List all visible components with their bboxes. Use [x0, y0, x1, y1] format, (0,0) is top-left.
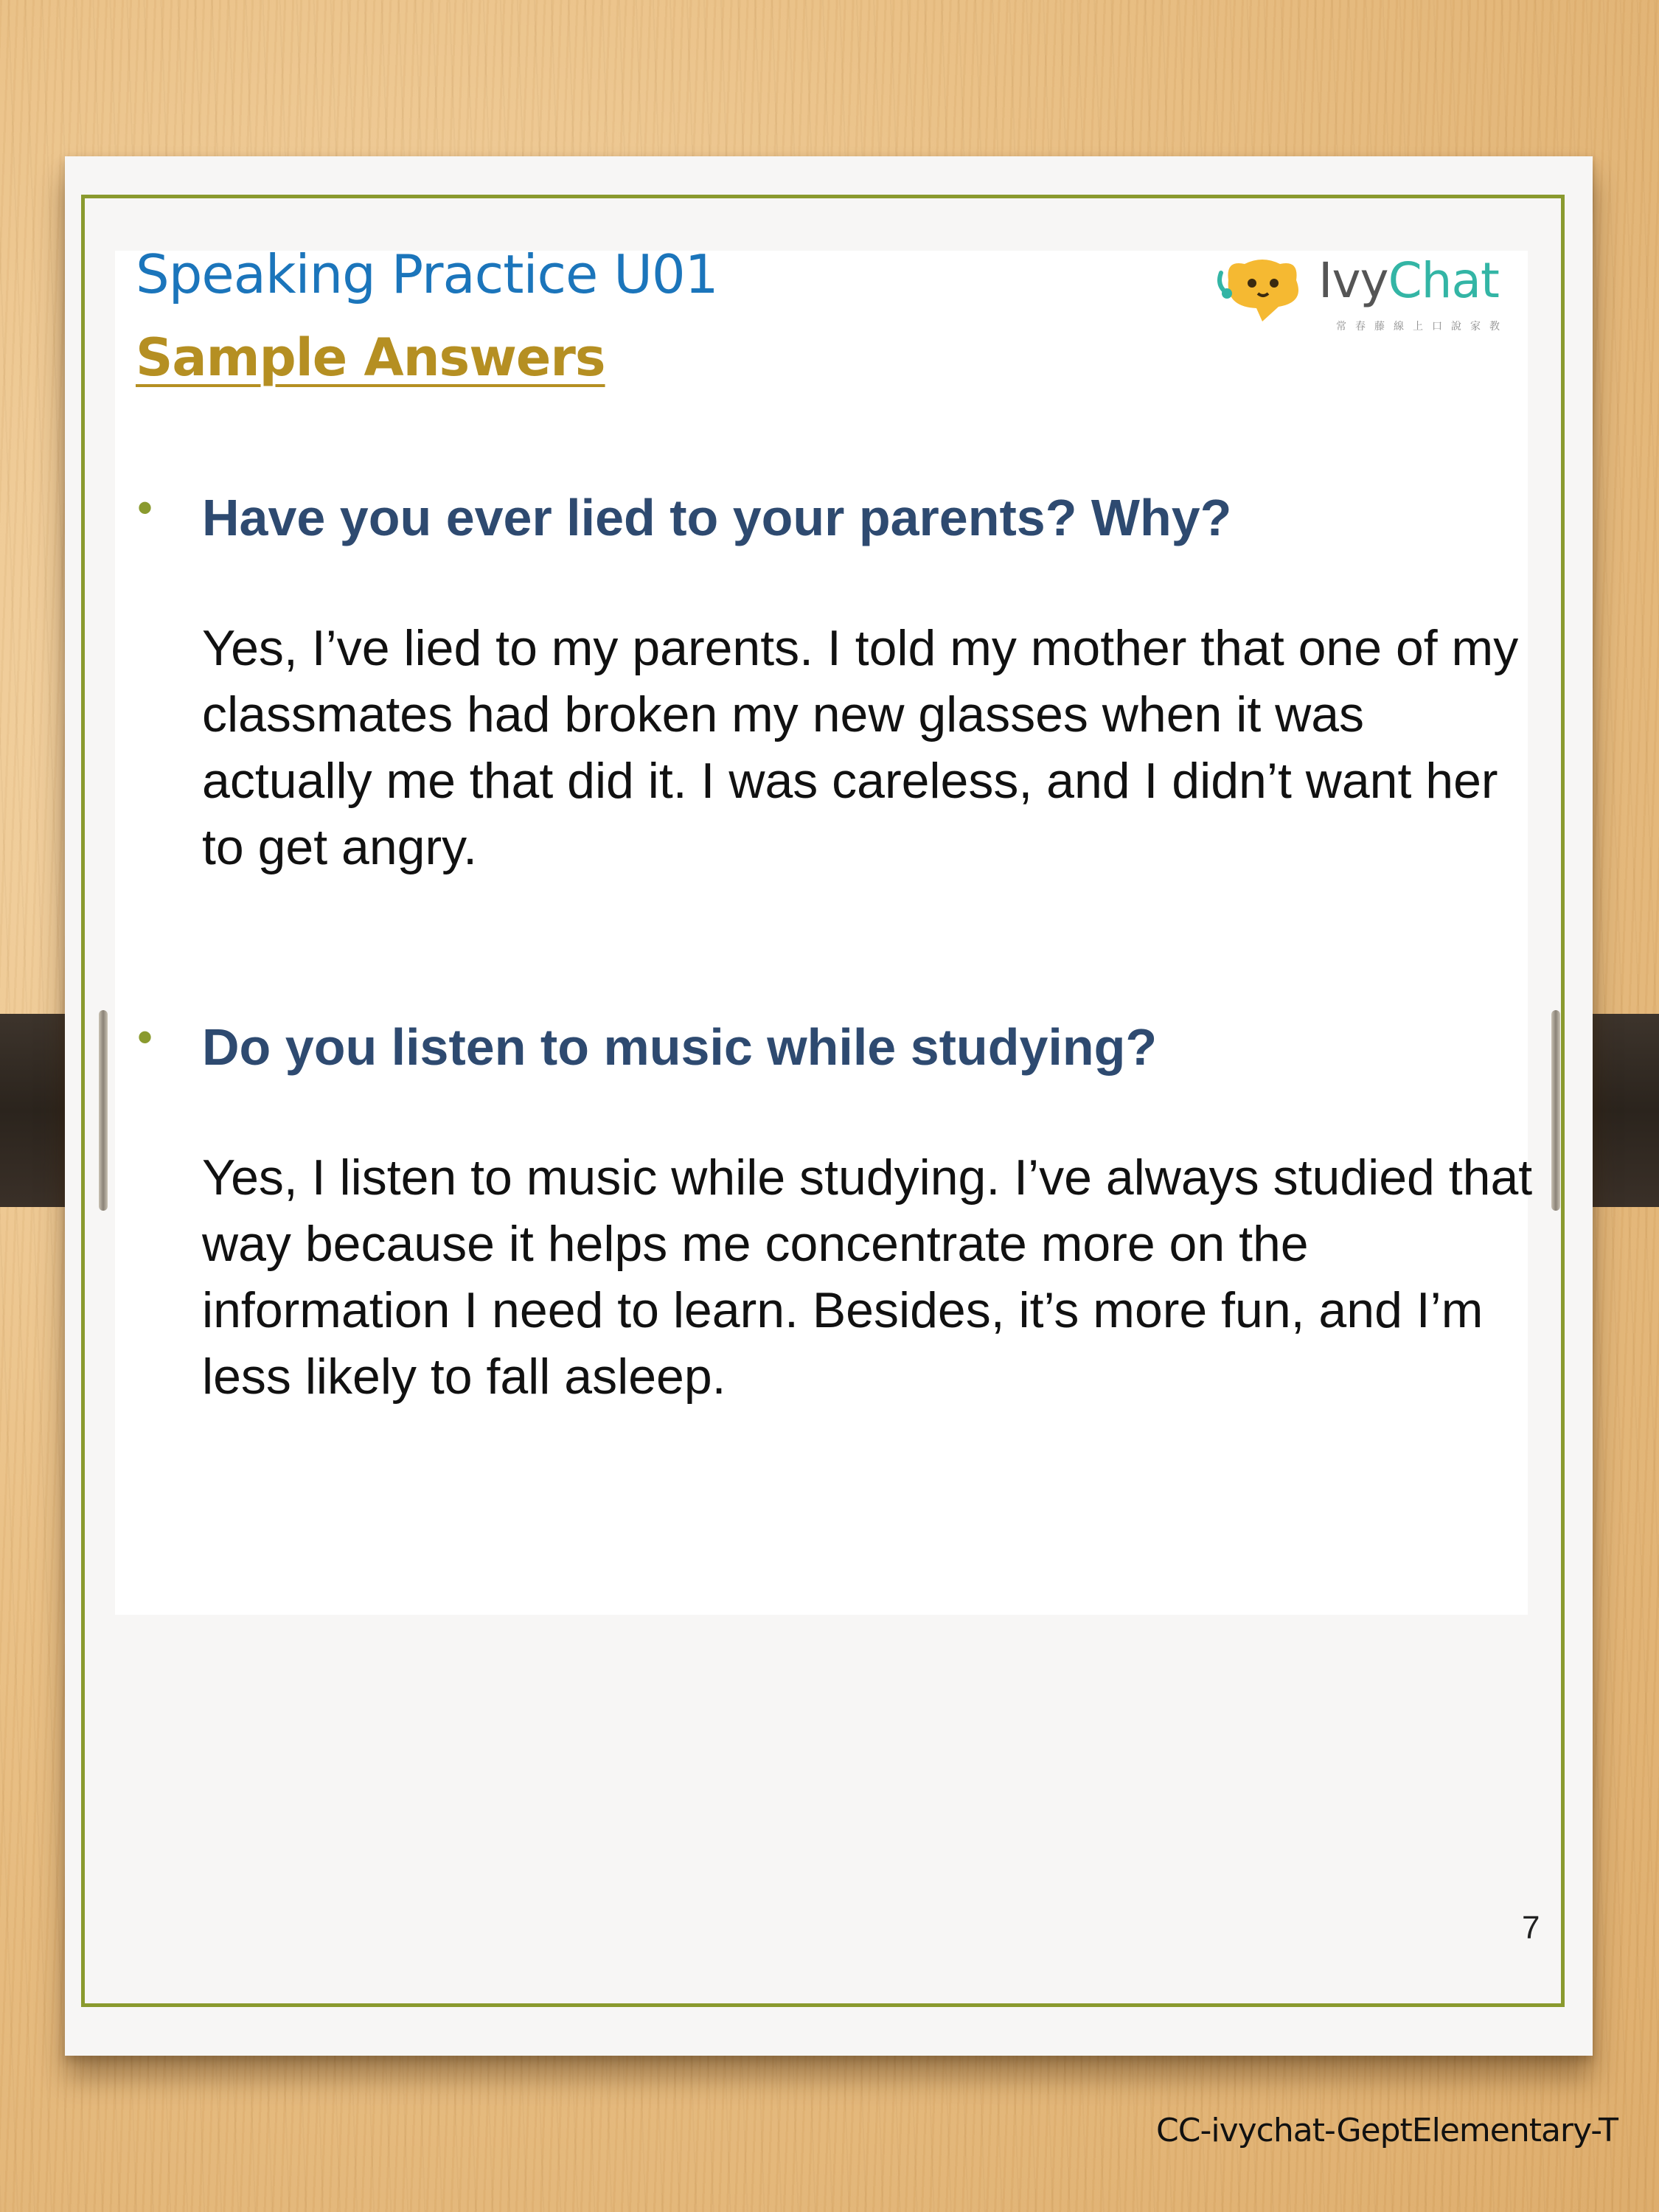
ivychat-logo	[1215, 245, 1510, 348]
bullet-icon: •	[137, 1012, 153, 1062]
mascot-icon	[1215, 251, 1311, 324]
page-subtitle: Sample Answers	[136, 327, 605, 388]
qa-item-2	[137, 1012, 1544, 1410]
answer-1: Yes, I’ve lied to my parents. I told my mother that one of my classmates had broken my new glasses when it was actually me that did it. I was careless, and I didn’t want her to get angry.	[202, 620, 1519, 875]
footer-label: CC-ivychat-GeptElementary-T	[1156, 2112, 1618, 2149]
bullet-icon: •	[137, 483, 153, 532]
answer-2: Yes, I listen to music while studying. I’ve always studied that way because it helps me concentrate more on the information I need to learn. Besides, it’s more fun, and I’m less likely to fall asleep.	[202, 1150, 1533, 1405]
question-2: Do you listen to music while studying?	[202, 1018, 1158, 1076]
logo-tagline: 常春藤線上口說家教	[1336, 320, 1509, 332]
qa-item-1	[137, 483, 1544, 880]
page-title: Speaking Practice U01	[136, 243, 718, 305]
content-panel	[115, 251, 1528, 1615]
page-number: 7	[1522, 1910, 1540, 1946]
binder-clip-right	[1551, 1010, 1560, 1211]
slide-sheet	[65, 156, 1593, 2056]
logo-brand: IvyChat	[1318, 252, 1499, 309]
question-1: Have you ever lied to your parents? Why?	[202, 489, 1232, 546]
binder-clip-left	[99, 1010, 108, 1211]
